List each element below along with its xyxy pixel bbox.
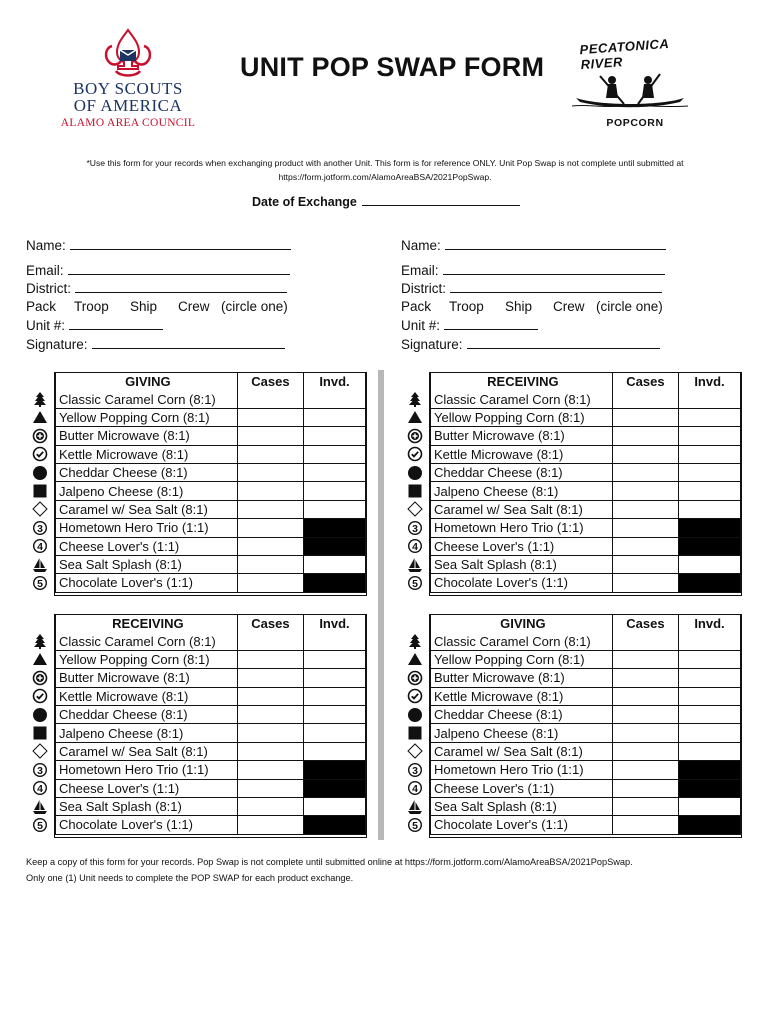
email-label: Email: [26, 262, 64, 278]
unit-info-left [26, 236, 316, 353]
signature-label: Signature: [26, 336, 88, 352]
cases-input[interactable] [612, 574, 678, 592]
product-name: Classic Caramel Corn (8:1) [431, 632, 613, 650]
invd-input[interactable] [303, 797, 365, 815]
table-row [24, 705, 366, 723]
ship-option[interactable]: Ship [505, 298, 533, 314]
invd-input[interactable] [303, 705, 365, 723]
invd-input[interactable] [678, 390, 740, 408]
disclaimer-line-1: *Use this form for your records when exchanging product with another Unit. This form is for reference ONLY. Unit Pop Swap is not complete until submitted at [86, 158, 684, 168]
table-row [24, 742, 366, 760]
cases-input[interactable] [237, 463, 303, 481]
pack-option[interactable]: Pack [26, 298, 57, 314]
filled-circle-icon [399, 705, 431, 723]
cases-input[interactable] [612, 445, 678, 463]
circle-check-icon [24, 687, 56, 705]
cases-input[interactable] [237, 742, 303, 760]
filled-circle-icon [24, 463, 56, 481]
circle-5-icon [399, 574, 431, 592]
circle-check-icon [399, 445, 431, 463]
tree-icon [399, 632, 431, 650]
invd-input[interactable] [303, 687, 365, 705]
table-row [399, 463, 741, 481]
invd-input[interactable] [303, 500, 365, 518]
table-row [24, 669, 366, 687]
cases-input[interactable] [612, 519, 678, 537]
invd-input[interactable] [678, 797, 740, 815]
date-of-exchange-blank[interactable] [362, 194, 520, 206]
circle-4-icon [399, 537, 431, 555]
product-name: Cheese Lover's (1:1) [56, 779, 238, 797]
product-name: Chocolate Lover's (1:1) [56, 816, 238, 834]
date-of-exchange-label: Date of Exchange [252, 195, 357, 209]
circle-4-icon [399, 779, 431, 797]
table-row [24, 427, 366, 445]
cases-input[interactable] [612, 742, 678, 760]
product-name: Jalpeno Cheese (8:1) [56, 724, 238, 742]
table-row [24, 463, 366, 481]
name-label: Name: [401, 238, 441, 253]
product-name: Chocolate Lover's (1:1) [431, 574, 613, 592]
product-name: Caramel w/ Sea Salt (8:1) [431, 500, 613, 518]
circle-4-icon [24, 537, 56, 555]
table-row [24, 445, 366, 463]
brand-product: POPCORN [606, 117, 664, 129]
table-row [399, 797, 741, 815]
district-label: District: [26, 281, 71, 296]
cases-input[interactable] [612, 632, 678, 650]
table-row [399, 705, 741, 723]
cases-input[interactable] [237, 632, 303, 650]
product-name: Cheese Lover's (1:1) [431, 779, 613, 797]
unit-number-field[interactable] [444, 316, 538, 330]
svg-text:3: 3 [36, 764, 43, 777]
table-row [399, 408, 741, 426]
cases-input[interactable] [612, 555, 678, 573]
invd-input[interactable] [303, 463, 365, 481]
circle-3-icon [399, 519, 431, 537]
unit-number-label: Unit #: [401, 318, 441, 333]
invd-input[interactable] [303, 427, 365, 445]
svg-text:3: 3 [411, 764, 418, 777]
invd-input[interactable] [678, 705, 740, 723]
table-row [24, 650, 366, 668]
unit-number-label: Unit #: [26, 318, 66, 333]
product-name: Jalpeno Cheese (8:1) [56, 482, 238, 500]
signature-label: Signature: [401, 336, 463, 352]
table-bottom-left [24, 614, 366, 835]
product-name: Kettle Microwave (8:1) [431, 687, 613, 705]
council-name: ALAMO AREA COUNCIL [60, 117, 196, 129]
table-row [24, 761, 366, 779]
cases-input[interactable] [612, 724, 678, 742]
invd-input[interactable] [678, 632, 740, 650]
email-field[interactable] [443, 261, 665, 275]
product-name: Chocolate Lover's (1:1) [56, 574, 238, 592]
invd-blocked-cell [303, 537, 365, 555]
product-name: Caramel w/ Sea Salt (8:1) [431, 742, 613, 760]
product-name: Jalpeno Cheese (8:1) [431, 724, 613, 742]
product-name: Cheese Lover's (1:1) [56, 537, 238, 555]
pack-option[interactable]: Pack [401, 298, 432, 314]
cases-input[interactable] [612, 390, 678, 408]
table-top-right [399, 372, 741, 593]
table-row [24, 687, 366, 705]
unit-number-field[interactable] [69, 316, 163, 330]
product-name: Sea Salt Splash (8:1) [56, 555, 238, 573]
sailboat-icon [24, 555, 56, 573]
product-name: Butter Microwave (8:1) [56, 427, 238, 445]
cases-input[interactable] [612, 705, 678, 723]
cases-input[interactable] [237, 669, 303, 687]
product-name: Butter Microwave (8:1) [56, 669, 238, 687]
product-name: Kettle Microwave (8:1) [56, 687, 238, 705]
product-name: Cheddar Cheese (8:1) [431, 705, 613, 723]
invd-input[interactable] [678, 650, 740, 668]
tree-icon [399, 390, 431, 408]
invd-input[interactable] [303, 669, 365, 687]
table-row [399, 761, 741, 779]
invd-blocked-cell [678, 816, 740, 834]
tree-icon [24, 632, 56, 650]
sailboat-icon [399, 797, 431, 815]
circle-plus-icon [399, 427, 431, 445]
cases-input[interactable] [237, 537, 303, 555]
triangle-icon [399, 650, 431, 668]
table-row [24, 500, 366, 518]
cases-input[interactable] [237, 445, 303, 463]
invd-input[interactable] [678, 482, 740, 500]
cases-input[interactable] [237, 427, 303, 445]
product-name: Cheddar Cheese (8:1) [56, 463, 238, 481]
invd-input[interactable] [678, 555, 740, 573]
troop-option[interactable]: Troop [74, 298, 109, 314]
table-row [399, 632, 741, 650]
product-name: Hometown Hero Trio (1:1) [56, 761, 238, 779]
triangle-icon [24, 408, 56, 426]
product-name: Butter Microwave (8:1) [431, 427, 613, 445]
invd-column-header: Invd. [678, 615, 740, 633]
invd-column-header: Invd. [303, 373, 365, 391]
cases-input[interactable] [237, 797, 303, 815]
product-name: Cheddar Cheese (8:1) [56, 705, 238, 723]
invd-input[interactable] [303, 408, 365, 426]
table-row [399, 482, 741, 500]
invd-blocked-cell [678, 761, 740, 779]
table-row [399, 390, 741, 408]
footer-note-1: Keep a copy of this form for your records. Pop Swap is not complete until submitted online at https://form.jotform.com/AlamoAreaBSA/2021PopSwap. [26, 857, 633, 867]
product-name: Yellow Popping Corn (8:1) [56, 650, 238, 668]
invd-blocked-cell [303, 761, 365, 779]
product-name: Hometown Hero Trio (1:1) [56, 519, 238, 537]
product-name: Caramel w/ Sea Salt (8:1) [56, 500, 238, 518]
invd-blocked-cell [303, 779, 365, 797]
invd-blocked-cell [678, 537, 740, 555]
table-bottom-right [399, 614, 741, 835]
cases-input[interactable] [612, 797, 678, 815]
diamond-outline-icon [24, 742, 56, 760]
table-row [24, 797, 366, 815]
cases-input[interactable] [237, 650, 303, 668]
table-row [24, 519, 366, 537]
invd-blocked-cell [303, 519, 365, 537]
date-of-exchange-field[interactable] [252, 194, 520, 209]
diamond-outline-icon [399, 742, 431, 760]
svg-text:4: 4 [411, 541, 418, 554]
triangle-icon [399, 408, 431, 426]
cases-input[interactable] [237, 482, 303, 500]
invd-input[interactable] [303, 390, 365, 408]
district-label: District: [401, 281, 446, 296]
product-name: Cheddar Cheese (8:1) [431, 463, 613, 481]
circle-one-note: (circle one) [221, 298, 288, 314]
invd-blocked-cell [303, 816, 365, 834]
page-title: UNIT POP SWAP FORM [240, 52, 545, 82]
circle-plus-icon [24, 427, 56, 445]
cases-input[interactable] [612, 816, 678, 834]
invd-input[interactable] [678, 445, 740, 463]
svg-text:4: 4 [36, 783, 43, 796]
invd-blocked-cell [678, 574, 740, 592]
cases-input[interactable] [237, 779, 303, 797]
section-heading: GIVING [431, 615, 613, 633]
fleur-de-lis-icon [102, 28, 154, 80]
section-heading: RECEIVING [56, 615, 238, 633]
circle-plus-icon [24, 669, 56, 687]
ship-option[interactable]: Ship [130, 298, 158, 314]
table-row [399, 724, 741, 742]
cases-input[interactable] [237, 390, 303, 408]
invd-blocked-cell [303, 574, 365, 592]
diamond-outline-icon [399, 500, 431, 518]
brand-name: PECATONICA RIVER [579, 35, 670, 73]
invd-input[interactable] [678, 724, 740, 742]
cases-column-header: Cases [237, 373, 303, 391]
filled-square-icon [399, 724, 431, 742]
invd-input[interactable] [303, 445, 365, 463]
svg-text:5: 5 [411, 819, 418, 832]
product-name: Sea Salt Splash (8:1) [431, 555, 613, 573]
cases-column-header: Cases [237, 615, 303, 633]
district-field[interactable] [75, 279, 287, 293]
cases-input[interactable] [612, 482, 678, 500]
table-row [399, 742, 741, 760]
circle-3-icon [24, 519, 56, 537]
svg-text:3: 3 [36, 522, 43, 535]
cases-input[interactable] [237, 519, 303, 537]
unit-info-right [401, 236, 691, 353]
name-field[interactable] [445, 236, 666, 250]
email-label: Email: [401, 262, 439, 278]
table-row [399, 537, 741, 555]
product-name: Butter Microwave (8:1) [431, 669, 613, 687]
svg-text:4: 4 [411, 783, 418, 796]
filled-circle-icon [24, 705, 56, 723]
svg-text:5: 5 [36, 819, 43, 832]
table-row [24, 574, 366, 592]
name-field[interactable] [70, 236, 291, 250]
table-row [24, 390, 366, 408]
product-name: Hometown Hero Trio (1:1) [431, 519, 613, 537]
circle-3-icon [24, 761, 56, 779]
cases-input[interactable] [237, 761, 303, 779]
circle-4-icon [24, 779, 56, 797]
cases-input[interactable] [612, 687, 678, 705]
center-divider [378, 370, 384, 840]
invd-input[interactable] [678, 408, 740, 426]
product-name: Sea Salt Splash (8:1) [56, 797, 238, 815]
table-row [24, 537, 366, 555]
table-row [399, 669, 741, 687]
table-top-left [24, 372, 366, 593]
svg-text:4: 4 [36, 541, 43, 554]
table-row [24, 408, 366, 426]
tree-icon [24, 390, 56, 408]
invd-input[interactable] [303, 724, 365, 742]
circle-3-icon [399, 761, 431, 779]
table-row [399, 779, 741, 797]
circle-5-icon [24, 816, 56, 834]
invd-blocked-cell [678, 779, 740, 797]
signature-field[interactable] [92, 335, 285, 349]
invd-input[interactable] [678, 500, 740, 518]
footer-note-2: Only one (1) Unit needs to complete the POP SWAP for each product exchange. [26, 873, 354, 883]
crew-option[interactable]: Crew [178, 298, 210, 314]
section-heading: RECEIVING [431, 373, 613, 391]
product-name: Yellow Popping Corn (8:1) [431, 650, 613, 668]
table-row [24, 779, 366, 797]
circle-5-icon [24, 574, 56, 592]
cases-input[interactable] [237, 408, 303, 426]
cases-input[interactable] [237, 500, 303, 518]
disclaimer-line-2: https://form.jotform.com/AlamoAreaBSA/2021PopSwap. [278, 172, 492, 182]
cases-input[interactable] [612, 669, 678, 687]
cases-input[interactable] [237, 724, 303, 742]
section-heading: GIVING [56, 373, 238, 391]
table-row [24, 816, 366, 834]
product-name: Chocolate Lover's (1:1) [431, 816, 613, 834]
table-row [399, 445, 741, 463]
signature-field[interactable] [467, 335, 660, 349]
org-line-2: OF AMERICA [73, 96, 183, 115]
product-name: Kettle Microwave (8:1) [431, 445, 613, 463]
filled-circle-icon [399, 463, 431, 481]
product-name: Yellow Popping Corn (8:1) [431, 408, 613, 426]
table-row [399, 574, 741, 592]
disclaimer [30, 156, 740, 184]
cases-input[interactable] [237, 555, 303, 573]
table-row [399, 519, 741, 537]
cases-input[interactable] [612, 427, 678, 445]
product-name: Cheese Lover's (1:1) [431, 537, 613, 555]
product-name: Classic Caramel Corn (8:1) [56, 632, 238, 650]
product-name: Caramel w/ Sea Salt (8:1) [56, 742, 238, 760]
product-name: Classic Caramel Corn (8:1) [431, 390, 613, 408]
filled-square-icon [24, 724, 56, 742]
sailboat-icon [399, 555, 431, 573]
filled-square-icon [399, 482, 431, 500]
table-row [399, 555, 741, 573]
canoe-icon [570, 68, 690, 110]
cases-input[interactable] [612, 761, 678, 779]
circle-check-icon [399, 687, 431, 705]
invd-input[interactable] [303, 482, 365, 500]
pecatonica-river-logo [570, 35, 700, 129]
table-row [24, 724, 366, 742]
circle-5-icon [399, 816, 431, 834]
crew-option[interactable]: Crew [553, 298, 585, 314]
circle-plus-icon [399, 669, 431, 687]
cases-input[interactable] [612, 537, 678, 555]
svg-text:3: 3 [411, 522, 418, 535]
table-row [399, 816, 741, 834]
table-row [399, 500, 741, 518]
cases-column-header: Cases [612, 615, 678, 633]
invd-input[interactable] [303, 555, 365, 573]
diamond-outline-icon [24, 500, 56, 518]
table-row [24, 632, 366, 650]
cases-input[interactable] [612, 650, 678, 668]
invd-input[interactable] [678, 742, 740, 760]
product-name: Kettle Microwave (8:1) [56, 445, 238, 463]
product-name: Classic Caramel Corn (8:1) [56, 390, 238, 408]
cases-input[interactable] [237, 687, 303, 705]
svg-text:5: 5 [36, 577, 43, 590]
invd-column-header: Invd. [678, 373, 740, 391]
bsa-logo [58, 28, 198, 138]
table-row [399, 427, 741, 445]
invd-blocked-cell [678, 519, 740, 537]
troop-option[interactable]: Troop [449, 298, 484, 314]
circle-check-icon [24, 445, 56, 463]
circle-one-note: (circle one) [596, 298, 663, 314]
invd-input[interactable] [303, 742, 365, 760]
invd-input[interactable] [303, 650, 365, 668]
cases-input[interactable] [612, 779, 678, 797]
cases-input[interactable] [237, 816, 303, 834]
cases-input[interactable] [237, 705, 303, 723]
invd-input[interactable] [303, 632, 365, 650]
product-name: Hometown Hero Trio (1:1) [431, 761, 613, 779]
name-label: Name: [26, 238, 66, 253]
invd-input[interactable] [678, 669, 740, 687]
district-field[interactable] [450, 279, 662, 293]
invd-input[interactable] [678, 427, 740, 445]
svg-text:5: 5 [411, 577, 418, 590]
sailboat-icon [24, 797, 56, 815]
cases-input[interactable] [237, 574, 303, 592]
product-name: Jalpeno Cheese (8:1) [431, 482, 613, 500]
invd-input[interactable] [678, 463, 740, 481]
product-name: Sea Salt Splash (8:1) [431, 797, 613, 815]
table-row [399, 650, 741, 668]
table-row [399, 687, 741, 705]
invd-column-header: Invd. [303, 615, 365, 633]
product-name: Yellow Popping Corn (8:1) [56, 408, 238, 426]
table-row [24, 555, 366, 573]
org-line-1: BOY SCOUTS [73, 79, 183, 98]
cases-input[interactable] [612, 500, 678, 518]
email-field[interactable] [68, 261, 290, 275]
cases-input[interactable] [612, 463, 678, 481]
triangle-icon [24, 650, 56, 668]
table-row [24, 482, 366, 500]
filled-square-icon [24, 482, 56, 500]
cases-column-header: Cases [612, 373, 678, 391]
invd-input[interactable] [678, 687, 740, 705]
cases-input[interactable] [612, 408, 678, 426]
